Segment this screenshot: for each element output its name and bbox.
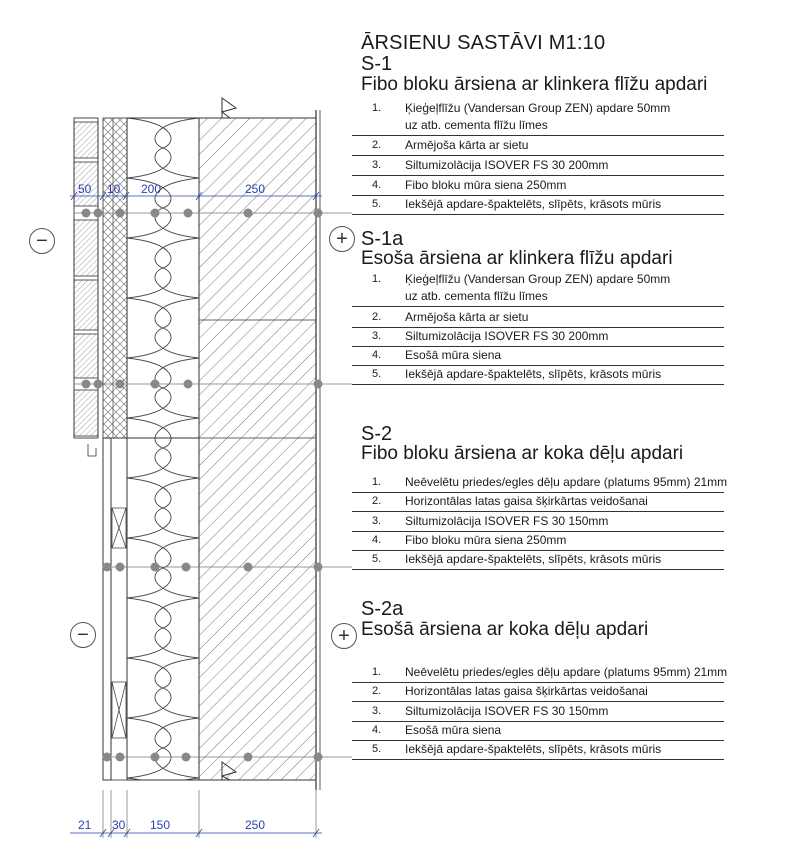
section-title: Fibo bloku ārsiena ar koka dēļu apdari [361,443,684,464]
minus-marker: − [70,622,96,648]
section-code: S-1a [361,228,404,250]
table-row: 1. Ķieģeļflīžu (Vandersan Group ZEN) apdare 50mm [372,101,671,115]
mesh-layer [103,118,127,438]
table-row: 2. Horizontālas latas gaisa šķirkārtas veidošanai [352,682,724,702]
insulation-lower [127,438,199,780]
page-title: ĀRSIENU SASTĀVI M1:10 [361,32,606,54]
table-row: 5. Iekšējā apdare-špaktelēts, slīpēts, krāsots mūris [352,365,724,385]
table-row: 3. Siltumizolācija ISOVER FS 30 150mm [352,512,724,532]
table-row: 4. Esošā mūra siena [352,721,724,741]
dim-top-insulation: 200 [141,182,162,196]
section-title: Fibo bloku ārsiena ar klinkera flīžu apdari [361,74,708,95]
section-code: S-2 [361,423,393,445]
section-title: Esoša ārsiena ar klinkera flīžu apdari [361,248,673,269]
masonry-wall [199,118,316,780]
table-row: 3. Siltumizolācija ISOVER FS 30 200mm [352,327,724,347]
section-code: S-1 [361,53,393,75]
table-row: uz atb. cementa flīžu līmes [352,287,724,307]
air-gap [111,438,127,780]
section-title: Esošā ārsiena ar koka dēļu apdari [361,619,649,640]
table-row: 5. Iekšējā apdare-špaktelēts, slīpēts, krāsots mūris [352,550,724,570]
dim-top-mesh: 10 [107,182,121,196]
table-row: 5. Iekšējā apdare-špaktelēts, slīpēts, krāsots mūris [352,740,724,760]
section-code: S-2a [361,598,404,620]
dim-top-wall: 250 [245,182,266,196]
plus-marker: + [329,226,355,252]
dimension-extension [103,790,316,838]
table-row: 4. Fibo bloku mūra siena 250mm [352,176,724,196]
table-row: 2. Armējoša kārta ar sietu [352,136,724,156]
table-row: uz atb. cementa flīžu līmes [352,116,724,136]
table-row: 4. Fibo bloku mūra siena 250mm [352,531,724,551]
table-row: 4. Esošā mūra siena [352,346,724,366]
dim-top-tiles: 50 [78,182,92,196]
table-row: 3. Siltumizolācija ISOVER FS 30 200mm [352,156,724,176]
brick-tiles [74,118,98,438]
minus-marker: − [29,228,55,254]
battens [112,508,126,738]
table-row: 1. Neēvelētu priedes/egles dēļu apdare (platums 95mm) 21mm [352,663,724,683]
dim-bottom-boards: 21 [78,818,92,832]
break-mark-top [199,98,316,118]
dim-bottom-insulation: 150 [150,818,171,832]
table-row: 3. Siltumizolācija ISOVER FS 30 150mm [352,702,724,722]
table-row: 1. Ķieģeļflīžu (Vandersan Group ZEN) apdare 50mm [372,272,671,286]
dim-bottom-gap: 30 [112,818,126,832]
table-row: 2. Horizontālas latas gaisa šķirkārtas veidošanai [352,492,724,512]
table-row: 5. Iekšējā apdare-špaktelēts, slīpēts, krāsots mūris [352,195,724,215]
table-row: 1. Neēvelētu priedes/egles dēļu apdare (platums 95mm) 21mm [352,473,724,493]
table-row: 2. Armējoša kārta ar sietu [352,308,724,328]
dim-bottom-wall: 250 [245,818,266,832]
wood-boards [103,438,111,780]
insulation-upper [127,118,199,438]
plus-marker: + [331,623,357,649]
